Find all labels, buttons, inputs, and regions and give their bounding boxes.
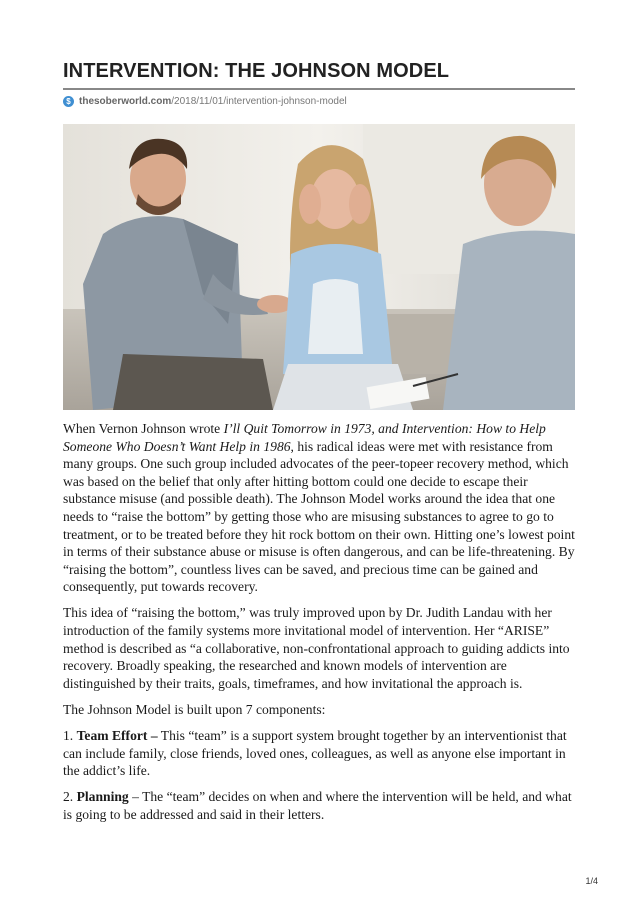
source-line[interactable] <box>63 94 347 108</box>
title-divider <box>63 88 575 90</box>
page-title: INTERVENTION: THE JOHNSON MODEL <box>63 60 450 82</box>
paragraph-landau: This idea of “raising the bottom,” was truly improved upon by Dr. Judith Landau with her introduction of the family systems more invitational model of intervention. Her “ARISE” method is described as “a collaborative, non-confrontational approach to guiding addicts into recovery. Broadly speaking, the researched and known models of intervention are distinguished by their traits, goals, timeframes, and how invitational the approach is. <box>63 605 570 691</box>
article-photo <box>63 124 575 410</box>
article-body <box>63 420 577 832</box>
paragraph-components-intro: The Johnson Model is built upon 7 components: <box>63 701 326 717</box>
page-number: 1/4 <box>585 876 598 886</box>
list-item-heading: Planning <box>76 789 129 805</box>
paragraph-intro: When Vernon Johnson wrote I’ll Quit Tomorrow in 1973, and Intervention: How to Help Someone Who Doesn’t Want Help in 1986, his radical ideas were met with resistance from many groups. One such group included advocates of the peer-topeer recovery method, which was based on the belief that only after hitting bottom could one decide to escape their substance misuse (and possible death). The Johnson Model works around the idea that one needs to “raise the bottom” by getting those who are misusing substances to agree to go to treatment, or to be treated before they hit rock bottom on their own. Hitting one’s lowest point in terms of their substance abuse or misuse is often dangerous, and can be life-threatening. By “raising the bottom”, countless lives can be saved, and precious time can be gained and consequently, put towards recovery. <box>63 421 575 595</box>
intervention-scene-image <box>63 124 575 410</box>
book-titles: I’ll Quit Tomorrow in 1973, and Intervention: How to Help Someone Who Doesn’t Want Help in 1986 <box>63 421 546 454</box>
list-item-team-effort: 1. Team Effort – This “team” is a support system brought together by an interventionist that can include family, close friends, loved ones, colleagues, as well as anyone else important in the addict’s life. <box>63 728 567 779</box>
list-item-heading: Team Effort – <box>76 728 158 743</box>
list-item-planning: 2. Planning – The “team” decides on when and where the intervention will be held, and what is going to be addressed and said in their letters. <box>63 789 572 822</box>
dollar-favicon-icon: $ <box>63 96 74 107</box>
source-domain[interactable]: thesoberworld.com <box>79 95 172 107</box>
source-path[interactable]: /2018/11/01/intervention-johnson-model <box>171 95 347 107</box>
